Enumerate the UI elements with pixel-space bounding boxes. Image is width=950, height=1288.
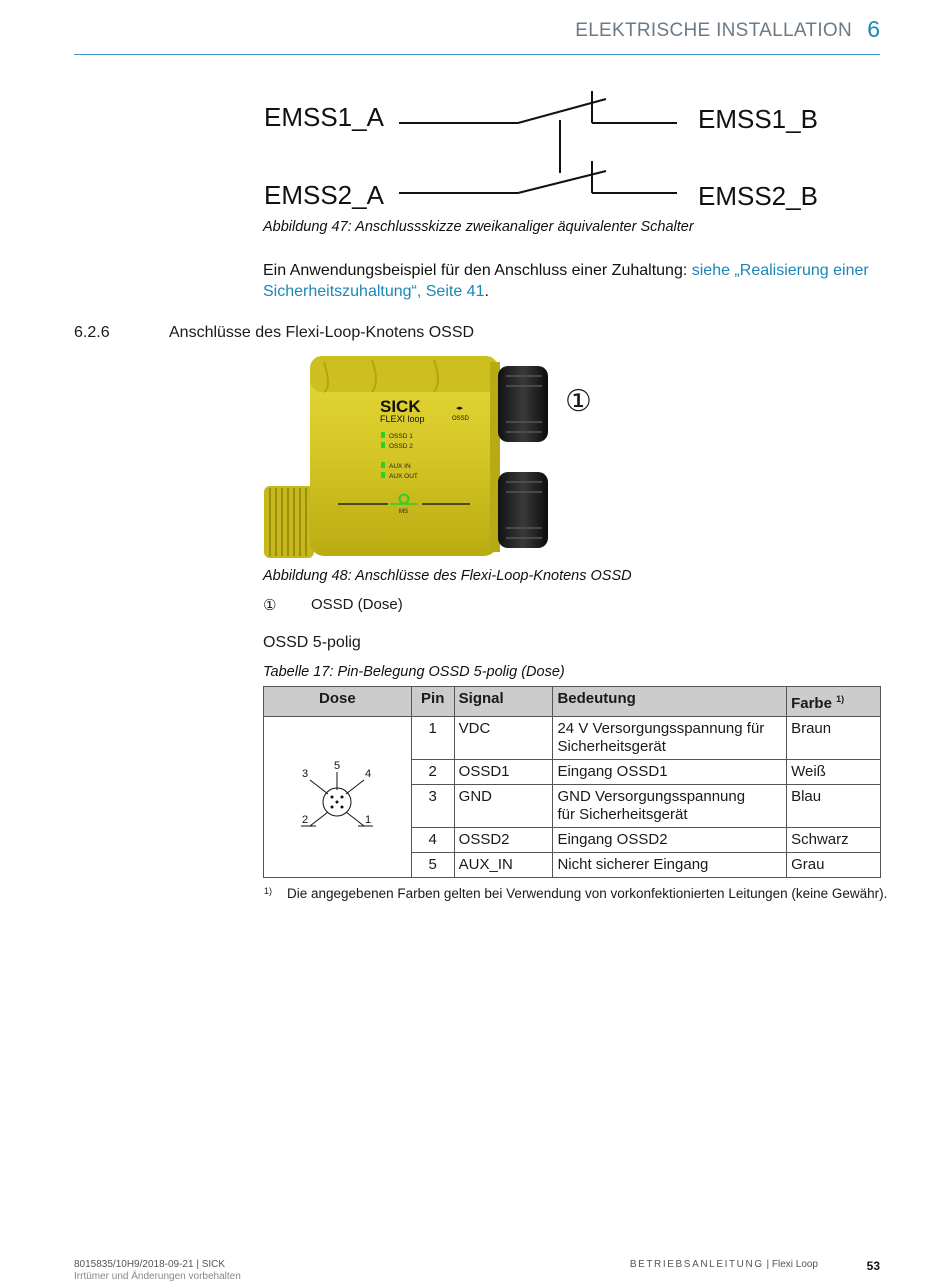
label-emss2-a: EMSS2_A [264,180,384,210]
device-port-label: OSSD [452,416,470,422]
connector-pinout-diagram [292,750,382,840]
footer-separator: | [763,1259,772,1270]
cell-meaning-line1: 24 V Versorgungsspannung für [557,720,765,737]
header-color-label: Farbe [791,695,832,712]
header-dose: Dose [264,687,412,717]
footer-manual: BETRIEBSANLEITUNG [629,1259,764,1270]
cell-color: Schwarz [787,828,881,853]
pin-label-2: 2 [302,813,309,826]
dose-pinout-cell [264,717,412,878]
application-paragraph [263,260,881,302]
callout-1: ① [565,384,592,419]
led-label-aux-in: AUX IN [389,463,411,470]
label-emss1-a: EMSS1_A [264,102,384,132]
cell-meaning: Eingang OSSD1 [553,760,787,785]
cell-meaning: Nicht sicherer Eingang [553,853,787,878]
header-signal: Signal [454,687,553,717]
table-row [264,717,881,760]
cell-signal: VDC [454,717,553,760]
cell-color: Grau [787,853,881,878]
header-meaning: Bedeutung [553,687,787,717]
label-emss1-b: EMSS1_B [698,104,818,134]
subheading-ossd-5pin: OSSD 5-polig [263,634,361,651]
cell-pin: 3 [411,785,454,828]
figure-48-caption: Abbildung 48: Anschlüsse des Flexi-Loop-Knotens OSSD [263,568,632,584]
pin-label-1: 1 [365,813,372,826]
link-part-2[interactable]: Sicherheitszuhaltung“, Seite 41 [263,283,485,300]
cell-meaning-line1: GND Versorgungsspannung [557,788,746,805]
switch-diagram [390,85,690,210]
paragraph-end: . [484,283,489,300]
cell-color: Weiß [787,760,881,785]
cell-meaning [553,717,787,760]
footer-disclaimer: Irrtümer und Änderungen vorbehalten [74,1271,241,1282]
figure-47-caption: Abbildung 47: Anschlussskizze zweikanaliger äquivalenter Schalter [263,219,694,235]
cell-signal: OSSD2 [454,828,553,853]
flexi-loop-device-image [262,352,562,562]
pin-label-5: 5 [334,759,341,772]
table-17-caption: Tabelle 17: Pin-Belegung OSSD 5-polig (Dose) [263,664,565,680]
header-pin: Pin [411,687,454,717]
device-model: FLEXI loop [380,414,425,424]
legend-number: ① [263,596,277,614]
running-header-title: ELEKTRISCHE INSTALLATION [575,20,852,41]
ms-label: MS [399,509,408,515]
cell-signal: AUX_IN [454,853,553,878]
cell-meaning: Eingang OSSD2 [553,828,787,853]
cell-signal: GND [454,785,553,828]
cell-pin: 4 [411,828,454,853]
paragraph-text: Ein Anwendungsbeispiel für den Anschluss einer Zuhaltung: [263,262,692,279]
cell-meaning-line2: Sicherheitsgerät [557,738,666,755]
cell-color: Blau [787,785,881,828]
footer-product: Flexi Loop [771,1259,818,1270]
label-emss2-b: EMSS2_B [698,181,818,211]
section-title: Anschlüsse des Flexi-Loop-Knotens OSSD [169,324,475,341]
header-color [787,687,881,717]
chapter-number: 6 [867,16,880,42]
table-header-row [264,687,881,717]
pin-assignment-table [263,686,881,878]
header-color-footnote-ref: 1) [836,694,845,704]
led-label-ossd2: OSSD 2 [389,443,413,450]
cell-meaning-line2: für Sicherheitsgerät [557,806,688,823]
cell-pin: 2 [411,760,454,785]
legend-text: OSSD (Dose) [311,596,403,613]
link-part-1[interactable]: siehe „Realisierung einer [691,262,869,279]
footer-manual-title [630,1259,818,1270]
cell-signal: OSSD1 [454,760,553,785]
cell-pin: 5 [411,853,454,878]
cell-pin: 1 [411,717,454,760]
section-number: 6.2.6 [74,324,110,341]
cell-color: Braun [787,717,881,760]
pin-label-3: 3 [302,767,309,780]
arrow-icon: ◂▸ [456,404,464,412]
footer-document-id: 8015835/10H9/2018-09-21 | SICK [74,1259,226,1270]
page-number: 53 [866,1259,880,1273]
header-divider [74,54,880,55]
led-label-ossd1: OSSD 1 [389,433,413,440]
footnote-text: Die angegebenen Farben gelten bei Verwendung von vorkonfektionierten Leitungen (keine Gewähr). [287,886,888,901]
footnote-mark: 1) [264,886,273,896]
cell-meaning [553,785,787,828]
pin-label-4: 4 [365,767,372,780]
device-brand: SICK [380,397,421,416]
led-label-aux-out: AUX OUT [389,473,418,480]
